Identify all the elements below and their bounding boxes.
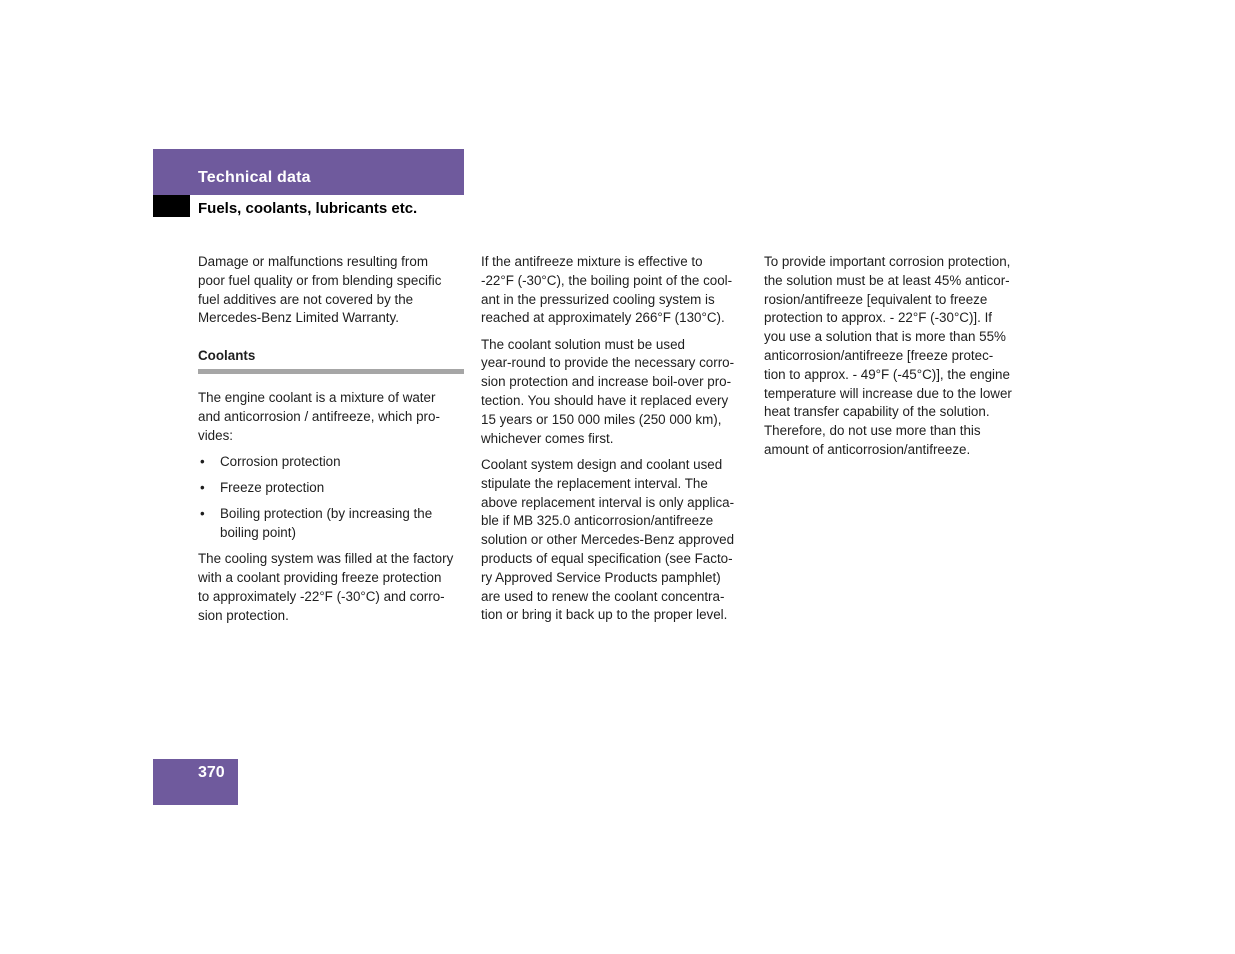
- column-2: [481, 253, 751, 633]
- text-line: vides:: [198, 427, 233, 443]
- text-line: rosion/antifreeze [equivalent to freeze: [764, 291, 988, 307]
- text-line: with a coolant providing freeze protection: [198, 569, 442, 585]
- text-line: you use a solution that is more than 55%: [764, 329, 1006, 345]
- text-line: To provide important corrosion protection,: [764, 254, 1011, 269]
- text-line: the solution must be at least 45% anticor-: [764, 272, 1010, 288]
- column-1: [198, 253, 468, 633]
- heading-divider: [198, 369, 464, 374]
- text-line: 15 years or 150 000 miles (250 000 km),: [481, 411, 722, 427]
- text-line: Freeze protection: [220, 480, 325, 496]
- concentration-paragraph: [764, 253, 1034, 460]
- bullet-icon: •: [200, 480, 205, 496]
- boiling-point-paragraph: [481, 253, 751, 328]
- text-line: The cooling system was filled at the factory: [198, 551, 454, 567]
- factory-fill-paragraph: [198, 550, 468, 625]
- text-line: temperature will increase due to the lower: [764, 385, 1012, 401]
- section-marker-block: [153, 195, 190, 217]
- text-line: whichever comes first.: [481, 430, 614, 446]
- text-line: -22°F (-30°C), the boiling point of the cool-: [481, 272, 733, 288]
- replacement-interval-paragraph: [481, 456, 751, 625]
- text-line: tion or bring it back up to the proper level.: [481, 607, 728, 623]
- text-line: sion protection.: [198, 607, 289, 623]
- list-item: [198, 479, 468, 498]
- text-line: year-round to provide the necessary corro-: [481, 355, 735, 371]
- coolant-intro-paragraph: [198, 389, 468, 445]
- text-line: above replacement interval is only applica-: [481, 494, 735, 510]
- text-line: tection. You should have it replaced every: [481, 393, 729, 409]
- text-line: The coolant solution must be used: [481, 336, 685, 352]
- text-line: tion to approx. - 49°F (-45°C)], the engine: [764, 366, 1010, 382]
- text-line: fuel additives are not covered by the: [198, 291, 414, 307]
- text-line: ant in the pressurized cooling system is: [481, 291, 715, 307]
- text-line: poor fuel quality or from blending specific: [198, 272, 442, 288]
- text-line: The engine coolant is a mixture of water: [198, 390, 436, 406]
- list-item: [198, 453, 468, 472]
- coolants-heading: Coolants: [198, 348, 256, 364]
- text-line: Mercedes-Benz Limited Warranty.: [198, 310, 399, 326]
- text-line: protection to approx. - 22°F (-30°C)]. If: [764, 310, 993, 326]
- text-line: If the antifreeze mixture is effective to: [481, 254, 703, 269]
- bullet-icon: •: [200, 454, 205, 470]
- section-subtitle: Fuels, coolants, lubricants etc.: [198, 200, 418, 217]
- text-line: to approximately -22°F (-30°C) and corro-: [198, 588, 445, 604]
- warranty-paragraph: [198, 253, 468, 328]
- text-line: anticorrosion/antifreeze [freeze protec-: [764, 347, 994, 363]
- bullet-icon: •: [200, 506, 205, 522]
- text-line: are used to renew the coolant concentra-: [481, 588, 725, 604]
- text-line: Coolant system design and coolant used: [481, 456, 723, 472]
- page-number-box: [153, 759, 238, 805]
- text-line: Therefore, do not use more than this: [764, 423, 981, 439]
- text-line: heat transfer capability of the solution.: [764, 404, 990, 420]
- text-line: reached at approximately 266°F (130°C).: [481, 310, 725, 326]
- text-line: and anticorrosion / antifreeze, which pro-: [198, 408, 440, 424]
- text-line: Boiling protection (by increasing the: [220, 506, 433, 522]
- text-line: Corrosion protection: [220, 454, 341, 470]
- year-round-paragraph: [481, 336, 751, 449]
- column-3: [764, 253, 1034, 467]
- chapter-title: Technical data: [198, 169, 311, 186]
- list-item: [198, 505, 468, 543]
- text-line: products of equal specification (see Facto-: [481, 550, 733, 566]
- text-line: sion protection and increase boil-over pro-: [481, 374, 732, 390]
- page-number: 370: [198, 764, 225, 781]
- text-line: Damage or malfunctions resulting from: [198, 254, 428, 269]
- protection-list: [198, 453, 468, 543]
- text-line: stipulate the replacement interval. The: [481, 475, 708, 491]
- text-line: boiling point): [220, 524, 296, 540]
- text-line: ble if MB 325.0 anticorrosion/antifreeze: [481, 513, 714, 529]
- text-line: ry Approved Service Products pamphlet): [481, 569, 721, 585]
- text-line: amount of anticorrosion/antifreeze.: [764, 441, 971, 457]
- text-line: solution or other Mercedes-Benz approved: [481, 532, 735, 548]
